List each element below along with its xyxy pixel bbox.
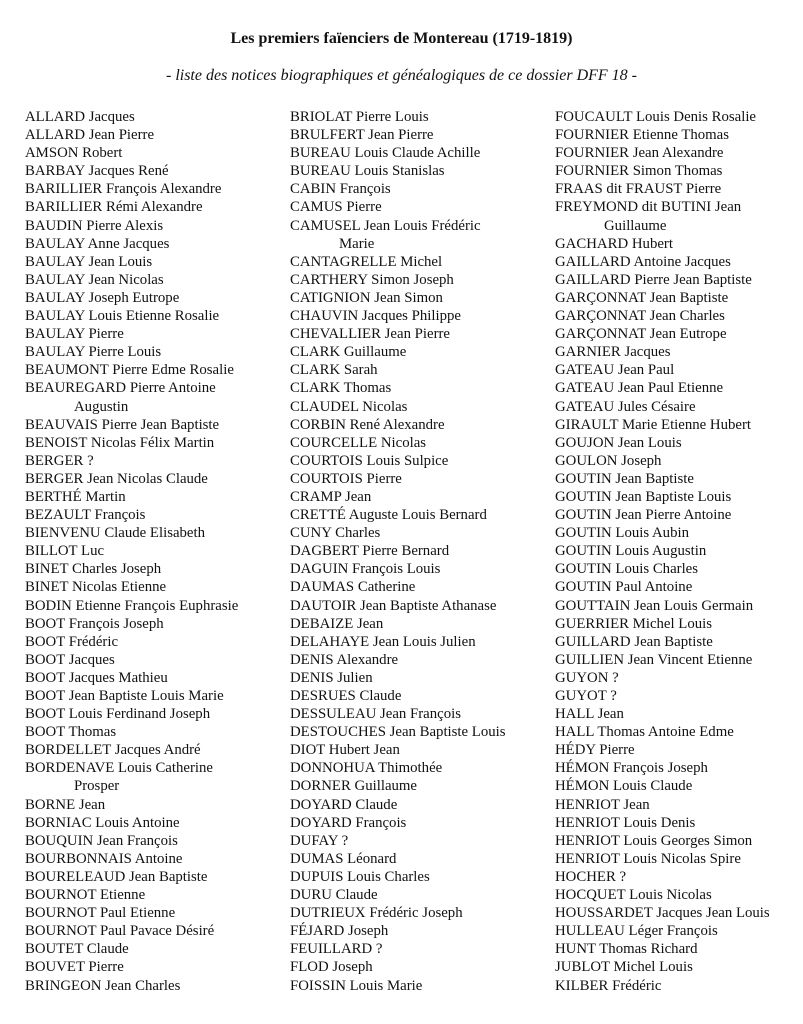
entry-continuation: Guillaume	[604, 217, 667, 234]
name-entry	[290, 343, 552, 361]
entry-name: DUFAY ?	[290, 832, 349, 849]
name-entry	[25, 977, 290, 995]
name-entry	[290, 289, 552, 307]
name-entry	[290, 940, 552, 958]
entry-name: DOYARD François	[290, 814, 407, 831]
name-entry	[290, 379, 552, 397]
name-entry	[290, 542, 552, 560]
entry-name: BORNIAC Louis Antoine	[25, 814, 180, 831]
entry-name: BAULAY Jean Nicolas	[25, 271, 164, 288]
name-entry	[290, 325, 552, 343]
entry-name: FOURNIER Simon Thomas	[555, 163, 723, 180]
entry-name: DUPUIS Louis Charles	[290, 868, 430, 885]
entry-name: GOUJON Jean Louis	[555, 434, 682, 451]
entry-name: BOOT Jacques Mathieu	[25, 669, 168, 686]
name-entry	[290, 922, 552, 940]
name-entry	[25, 180, 290, 198]
entry-name: DENIS Alexandre	[290, 651, 399, 668]
entry-name: BAULAY Jean Louis	[25, 253, 153, 270]
name-entry	[290, 361, 552, 379]
entry-name: DAUTOIR Jean Baptiste Athanase	[290, 597, 497, 614]
name-entry	[290, 777, 552, 795]
name-entry	[25, 633, 290, 651]
entry-name: BARBAY Jacques René	[25, 163, 169, 180]
entry-name: BERGER Jean Nicolas Claude	[25, 470, 208, 487]
name-entry	[290, 651, 552, 669]
name-entry	[555, 379, 803, 397]
name-entry	[25, 506, 290, 524]
entry-name: CATIGNION Jean Simon	[290, 289, 443, 306]
entry-name: BAULAY Joseph Eutrope	[25, 289, 180, 306]
name-entry	[290, 144, 552, 162]
name-entry	[25, 253, 290, 271]
entry-name: DAGUIN François Louis	[290, 561, 441, 578]
entry-name: BODIN Etienne François Euphrasie	[25, 597, 239, 614]
entry-name: GATEAU Jean Paul	[555, 362, 675, 379]
name-entry	[555, 759, 803, 777]
name-entry	[25, 126, 290, 144]
name-column-3	[555, 108, 803, 995]
entry-name: FOURNIER Etienne Thomas	[555, 127, 729, 144]
entry-name: HÉMON François Joseph	[555, 760, 708, 777]
entry-name: CLARK Sarah	[290, 362, 378, 379]
name-entry	[290, 126, 552, 144]
name-entry	[555, 434, 803, 452]
name-entry	[555, 886, 803, 904]
entry-continuation: Prosper	[74, 778, 120, 795]
entry-name: BAUDIN Pierre Alexis	[25, 217, 164, 234]
name-entry	[25, 578, 290, 596]
entry-name: ALLARD Jacques	[25, 109, 135, 125]
name-entry	[290, 687, 552, 705]
entry-name: HALL Jean	[555, 706, 624, 723]
entry-name: BRINGEON Jean Charles	[25, 977, 181, 994]
name-entry	[555, 289, 803, 307]
entry-name: HÉMON Louis Claude	[555, 778, 693, 795]
name-entry	[290, 198, 552, 216]
name-entry	[25, 687, 290, 705]
name-entry	[25, 289, 290, 307]
name-entry	[555, 235, 803, 253]
entry-name: CRAMP Jean	[290, 488, 372, 505]
name-entry	[25, 416, 290, 434]
entry-name: BOURELEAUD Jean Baptiste	[25, 868, 208, 885]
entry-name: CLAUDEL Nicolas	[290, 398, 408, 415]
name-entry	[25, 379, 290, 415]
entry-name: HENRIOT Louis Nicolas Spire	[555, 850, 741, 867]
entry-name: DIOT Hubert Jean	[290, 742, 400, 759]
name-entry	[290, 814, 552, 832]
entry-name: GOUTIN Jean Baptiste Louis	[555, 488, 732, 505]
entry-name: GUILLARD Jean Baptiste	[555, 633, 713, 650]
entry-name: BILLOT Luc	[25, 543, 105, 560]
entry-name: BRULFERT Jean Pierre	[290, 127, 434, 144]
entry-name: HENRIOT Jean	[555, 796, 650, 813]
name-entry	[25, 325, 290, 343]
name-entry	[555, 398, 803, 416]
name-entry	[555, 814, 803, 832]
name-column-1	[25, 108, 290, 995]
name-entry	[25, 162, 290, 180]
name-entry	[290, 398, 552, 416]
entry-name: GACHARD Hubert	[555, 235, 673, 252]
name-entry	[290, 180, 552, 198]
name-entry	[555, 343, 803, 361]
name-entry	[25, 669, 290, 687]
name-entry	[555, 198, 803, 234]
name-entry	[25, 886, 290, 904]
name-entry	[555, 741, 803, 759]
name-entry	[555, 832, 803, 850]
name-entry	[25, 307, 290, 325]
name-entry	[555, 796, 803, 814]
name-entry	[290, 977, 552, 995]
name-entry	[290, 597, 552, 615]
name-entry	[25, 343, 290, 361]
entry-name: BAULAY Pierre	[25, 326, 124, 343]
entry-name: BORDELLET Jacques André	[25, 742, 201, 759]
name-entry	[290, 560, 552, 578]
entry-name: BOOT Frédéric	[25, 633, 119, 650]
name-entry	[290, 741, 552, 759]
name-entry	[555, 597, 803, 615]
name-entry	[555, 868, 803, 886]
entry-name: GUILLIEN Jean Vincent Etienne	[555, 651, 753, 668]
name-entry	[290, 506, 552, 524]
entry-name: BAULAY Louis Etienne Rosalie	[25, 308, 220, 325]
entry-name: GIRAULT Marie Etienne Hubert	[555, 416, 752, 433]
entry-name: CHAUVIN Jacques Philippe	[290, 308, 461, 325]
entry-continuation: Augustin	[74, 398, 129, 415]
name-entry	[555, 777, 803, 795]
name-entry	[555, 651, 803, 669]
name-entry	[25, 904, 290, 922]
name-entry	[290, 850, 552, 868]
entry-name: HULLEAU Léger François	[555, 923, 718, 940]
entry-name: FRAAS dit FRAUST Pierre	[555, 181, 722, 198]
name-entry	[25, 434, 290, 452]
entry-name: COURTOIS Pierre	[290, 470, 402, 487]
name-entry	[555, 180, 803, 198]
name-entry	[555, 922, 803, 940]
entry-name: HENRIOT Louis Georges Simon	[555, 832, 753, 849]
entry-name: BOUVET Pierre	[25, 959, 124, 976]
name-entry	[555, 108, 803, 126]
entry-name: BERTHÉ Martin	[25, 488, 126, 505]
entry-name: BIENVENU Claude Elisabeth	[25, 525, 205, 542]
entry-name: BORDENAVE Louis Catherine	[25, 760, 213, 777]
entry-name: JUBLOT Michel Louis	[555, 959, 693, 976]
entry-name: GOUTIN Louis Augustin	[555, 543, 707, 560]
entry-name: BEZAULT François	[25, 507, 146, 524]
name-entry	[555, 542, 803, 560]
entry-name: GAILLARD Pierre Jean Baptiste	[555, 271, 752, 288]
name-entry	[555, 524, 803, 542]
entry-name: GOUTIN Jean Pierre Antoine	[555, 507, 732, 524]
entry-name: GOUTIN Louis Charles	[555, 561, 699, 578]
name-entry	[290, 868, 552, 886]
name-entry	[25, 144, 290, 162]
entry-name: HENRIOT Louis Denis	[555, 814, 696, 831]
name-entry	[290, 452, 552, 470]
name-entry	[25, 832, 290, 850]
entry-name: DEBAIZE Jean	[290, 615, 384, 632]
name-entry	[25, 651, 290, 669]
name-entry	[25, 560, 290, 578]
name-entry	[290, 759, 552, 777]
name-entry	[555, 253, 803, 271]
entry-name: FEUILLARD ?	[290, 941, 383, 958]
entry-name: BOURNOT Etienne	[25, 887, 146, 904]
page-subtitle: - liste des notices biographiques et généalogiques de ce dossier DFF 18 -	[165, 67, 637, 84]
name-entry	[25, 452, 290, 470]
name-entry	[290, 633, 552, 651]
entry-name: GARNIER Jacques	[555, 344, 671, 361]
name-entry	[25, 741, 290, 759]
name-entry	[290, 958, 552, 976]
entry-name: AMSON Robert	[25, 145, 123, 162]
name-entry	[290, 796, 552, 814]
entry-name: BOUTET Claude	[25, 941, 129, 958]
name-entry	[290, 578, 552, 596]
name-entry	[290, 488, 552, 506]
name-column-2	[290, 108, 552, 995]
entry-name: GUERRIER Michel Louis	[555, 615, 713, 632]
entry-name: HOCQUET Louis Nicolas	[555, 887, 712, 904]
name-entry	[555, 144, 803, 162]
entry-name: CORBIN René Alexandre	[290, 416, 445, 433]
entry-name: CANTAGRELLE Michel	[290, 253, 443, 270]
name-entry	[25, 958, 290, 976]
entry-name: BRIOLAT Pierre Louis	[290, 109, 429, 125]
entry-name: FÉJARD Joseph	[290, 923, 389, 940]
name-entry	[555, 850, 803, 868]
name-entry	[25, 796, 290, 814]
entry-name: HUNT Thomas Richard	[555, 941, 698, 958]
name-entry	[25, 615, 290, 633]
entry-name: CLARK Guillaume	[290, 344, 407, 361]
name-entry	[555, 723, 803, 741]
entry-name: FREYMOND dit BUTINI Jean	[555, 199, 742, 216]
entry-name: GOUTIN Jean Baptiste	[555, 470, 694, 487]
entry-name: DAGBERT Pierre Bernard	[290, 543, 450, 560]
entry-name: HOCHER ?	[555, 868, 627, 885]
name-entry	[555, 416, 803, 434]
name-entry	[555, 307, 803, 325]
entry-continuation: Marie	[339, 235, 375, 252]
name-entry	[25, 723, 290, 741]
entry-name: BOOT Jacques	[25, 651, 115, 668]
entry-name: HÉDY Pierre	[555, 742, 635, 759]
name-entry	[555, 578, 803, 596]
entry-name: GAILLARD Antoine Jacques	[555, 253, 731, 270]
entry-name: BERGER ?	[25, 452, 94, 469]
name-entry	[555, 687, 803, 705]
entry-name: DUTRIEUX Frédéric Joseph	[290, 905, 463, 922]
name-entry	[290, 723, 552, 741]
entry-name: CAMUSEL Jean Louis Frédéric	[290, 217, 481, 234]
name-entry	[290, 904, 552, 922]
entry-name: ALLARD Jean Pierre	[25, 127, 155, 144]
name-entry	[290, 705, 552, 723]
entry-name: DONNOHUA Thimothée	[290, 760, 443, 777]
name-entry	[290, 108, 552, 126]
entry-name: BEAUMONT Pierre Edme Rosalie	[25, 362, 234, 379]
entry-name: GOULON Joseph	[555, 452, 662, 469]
entry-name: BARILLIER François Alexandre	[25, 181, 222, 198]
entry-name: BOOT Jean Baptiste Louis Marie	[25, 688, 224, 704]
name-entry	[290, 669, 552, 687]
name-entry	[25, 361, 290, 379]
entry-name: DESSULEAU Jean François	[290, 706, 461, 723]
entry-name: CLARK Thomas	[290, 380, 392, 397]
entry-name: GATEAU Jean Paul Etienne	[555, 380, 724, 397]
entry-name: HALL Thomas Antoine Edme	[555, 724, 734, 741]
entry-name: GARÇONNAT Jean Charles	[555, 308, 725, 325]
name-entry	[555, 940, 803, 958]
entry-name: FLOD Joseph	[290, 959, 373, 976]
name-entry	[290, 524, 552, 542]
entry-name: GARÇONNAT Jean Eutrope	[555, 326, 727, 343]
entry-name: CRETTÉ Auguste Louis Bernard	[290, 507, 487, 524]
entry-name: BORNE Jean	[25, 796, 106, 813]
name-entry	[555, 470, 803, 488]
name-entry	[290, 470, 552, 488]
name-entry	[555, 488, 803, 506]
name-entry	[25, 705, 290, 723]
name-entry	[25, 108, 290, 126]
entry-name: CAMUS Pierre	[290, 199, 382, 216]
name-entry	[290, 217, 552, 253]
entry-name: BOOT François Joseph	[25, 615, 164, 632]
entry-name: BOURNOT Paul Pavace Désiré	[25, 923, 215, 940]
name-entry	[555, 271, 803, 289]
entry-name: DURU Claude	[290, 887, 378, 904]
entry-name: CUNY Charles	[290, 525, 381, 542]
name-entry	[25, 940, 290, 958]
name-entry	[25, 597, 290, 615]
entry-name: BAULAY Anne Jacques	[25, 235, 170, 252]
name-entry	[25, 271, 290, 289]
name-entry	[25, 235, 290, 253]
entry-name: DUMAS Léonard	[290, 850, 397, 867]
entry-name: CARTHERY Simon Joseph	[290, 271, 454, 288]
name-entry	[25, 759, 290, 795]
name-entry	[555, 977, 803, 995]
name-entry	[290, 162, 552, 180]
name-entry	[25, 198, 290, 216]
entry-name: DENIS Julien	[290, 669, 373, 686]
entry-name: DESRUES Claude	[290, 688, 402, 704]
name-entry	[555, 669, 803, 687]
entry-name: BOURNOT Paul Etienne	[25, 905, 176, 922]
entry-name: COURTOIS Louis Sulpice	[290, 452, 449, 469]
name-entry	[25, 814, 290, 832]
name-entry	[25, 217, 290, 235]
name-entry	[555, 506, 803, 524]
entry-name: DOYARD Claude	[290, 796, 398, 813]
entry-name: CHEVALLIER Jean Pierre	[290, 326, 450, 343]
name-entry	[290, 886, 552, 904]
entry-name: BOURBONNAIS Antoine	[25, 850, 183, 867]
entry-name: GOUTTAIN Jean Louis Germain	[555, 597, 754, 614]
entry-name: BINET Charles Joseph	[25, 561, 162, 578]
entry-name: DELAHAYE Jean Louis Julien	[290, 633, 476, 650]
name-entry	[290, 434, 552, 452]
entry-name: BAULAY Pierre Louis	[25, 344, 162, 361]
name-entry	[25, 850, 290, 868]
entry-name: BOOT Thomas	[25, 724, 117, 741]
name-entry	[25, 868, 290, 886]
name-entry	[290, 615, 552, 633]
page-title: Les premiers faïenciers de Montereau (1719-1819)	[230, 30, 573, 47]
name-entry	[290, 832, 552, 850]
entry-name: BOOT Louis Ferdinand Joseph	[25, 706, 211, 723]
name-entry	[555, 452, 803, 470]
entry-name: BOUQUIN Jean François	[25, 832, 178, 849]
entry-name: BENOIST Nicolas Félix Martin	[25, 434, 215, 451]
entry-name: BARILLIER Rémi Alexandre	[25, 199, 203, 216]
name-entry	[25, 542, 290, 560]
name-entry	[555, 958, 803, 976]
entry-name: FOISSIN Louis Marie	[290, 977, 423, 994]
name-entry	[290, 416, 552, 434]
name-entry	[25, 470, 290, 488]
entry-name: KILBER Frédéric	[555, 977, 662, 994]
entry-name: BUREAU Louis Claude Achille	[290, 145, 481, 162]
name-entry	[555, 361, 803, 379]
entry-name: HOUSSARDET Jacques Jean Louis	[555, 905, 770, 922]
entry-name: BINET Nicolas Etienne	[25, 579, 167, 596]
name-entry	[555, 705, 803, 723]
name-entry	[555, 633, 803, 651]
entry-name: GARÇONNAT Jean Baptiste	[555, 289, 729, 306]
name-entry	[25, 488, 290, 506]
name-entry	[555, 126, 803, 144]
name-entry	[25, 922, 290, 940]
entry-name: DAUMAS Catherine	[290, 579, 416, 596]
entry-name: GUYON ?	[555, 669, 619, 686]
entry-name: FOURNIER Jean Alexandre	[555, 145, 724, 162]
entry-name: DESTOUCHES Jean Baptiste Louis	[290, 724, 506, 741]
name-entry	[555, 560, 803, 578]
name-entry	[555, 904, 803, 922]
entry-name: GATEAU Jules Césaire	[555, 398, 696, 415]
entry-name: GUYOT ?	[555, 688, 617, 704]
entry-name: GOUTIN Louis Aubin	[555, 525, 689, 542]
entry-name: FOUCAULT Louis Denis Rosalie	[555, 109, 757, 125]
name-entry	[290, 253, 552, 271]
name-entry	[555, 162, 803, 180]
name-entry	[25, 524, 290, 542]
entry-name: BEAUREGARD Pierre Antoine	[25, 380, 216, 397]
entry-name: GOUTIN Paul Antoine	[555, 579, 693, 596]
name-entry	[290, 307, 552, 325]
entry-name: DORNER Guillaume	[290, 778, 417, 795]
name-entry	[555, 615, 803, 633]
entry-name: COURCELLE Nicolas	[290, 434, 427, 451]
name-entry	[555, 325, 803, 343]
entry-name: CABIN François	[290, 181, 391, 198]
entry-name: BUREAU Louis Stanislas	[290, 163, 445, 180]
name-entry	[290, 271, 552, 289]
entry-name: BEAUVAIS Pierre Jean Baptiste	[25, 416, 220, 433]
